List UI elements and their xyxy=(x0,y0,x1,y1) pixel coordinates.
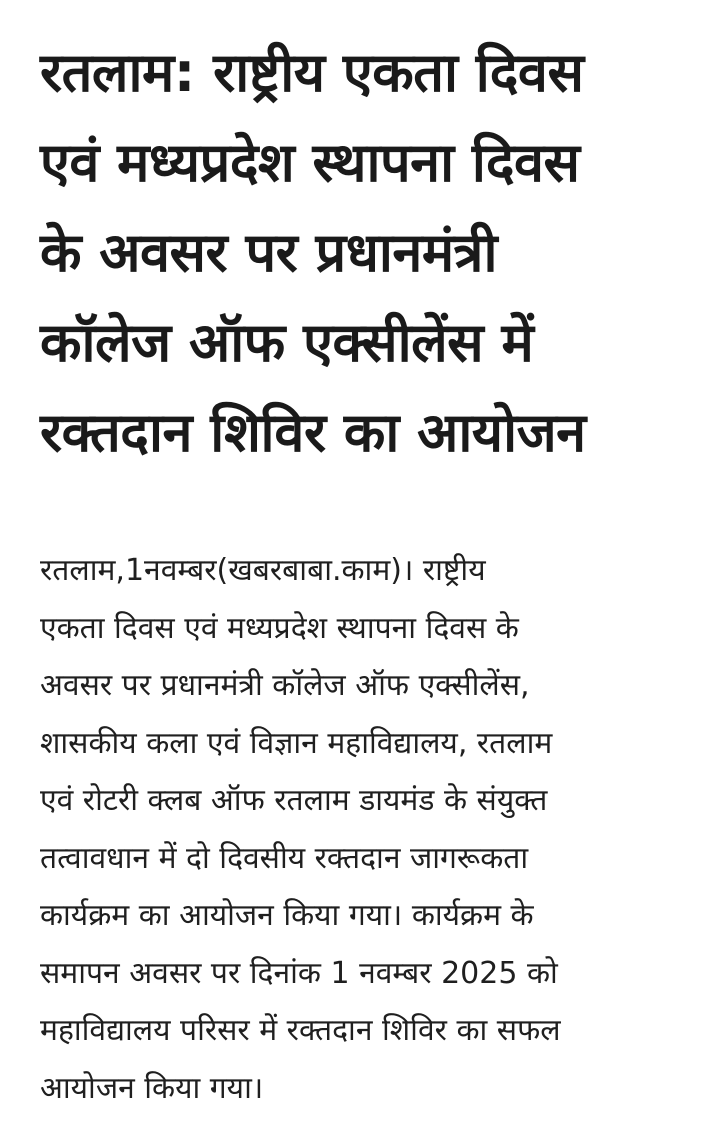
headline-line: कॉलेज ऑफ एक्सीलेंस में xyxy=(40,311,534,374)
article-headline xyxy=(40,28,690,478)
headline-line: के अवसर पर प्रधानमंत्री xyxy=(40,221,497,284)
headline-line: एवं मध्यप्रदेश स्थापना दिवस xyxy=(40,131,580,194)
headline-line: रतलाम: राष्ट्रीय एकता दिवस xyxy=(40,41,584,104)
body-line: रतलाम,1नवम्बर(खबरबाबा.काम)। राष्ट्रीय xyxy=(40,553,486,588)
body-line: कार्यक्रम का आयोजन किया गया। कार्यक्रम के xyxy=(40,898,534,933)
body-line: महाविद्यालय परिसर में रक्तदान शिविर का सफल xyxy=(40,1013,561,1048)
body-line: आयोजन किया गया। xyxy=(40,1070,264,1106)
headline-line: रक्तदान शिविर का आयोजन xyxy=(40,401,586,464)
body-line: एवं रोटरी क्लब ऑफ रतलाम डायमंड के संयुक्त xyxy=(40,783,548,818)
body-line: तत्वावधान में दो दिवसीय रक्तदान जागरूकता xyxy=(40,840,529,876)
article-body xyxy=(40,542,690,1117)
body-line: शासकीय कला एवं विज्ञान महाविद्यालय, रतलाम xyxy=(40,725,553,761)
body-line: समापन अवसर पर दिनांक 1 नवम्बर 2025 को xyxy=(40,955,558,991)
body-line: एकता दिवस एवं मध्यप्रदेश स्थापना दिवस के xyxy=(40,610,519,646)
body-line: अवसर पर प्रधानमंत्री कॉलेज ऑफ एक्सीलेंस, xyxy=(40,668,530,703)
